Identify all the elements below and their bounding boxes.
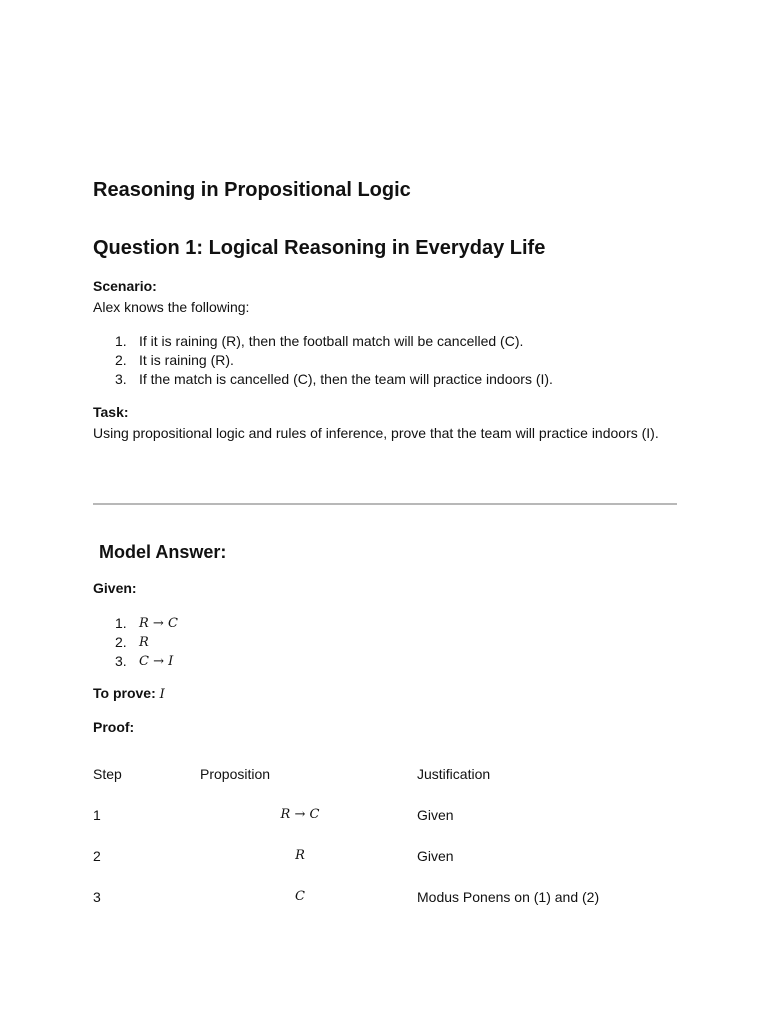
proof-label: Proof:: [93, 719, 135, 735]
given-expression: C → I: [139, 654, 174, 669]
row-proposition: R → C: [280, 807, 320, 822]
given-expression: R → C: [139, 616, 178, 631]
list-item-number: 1.: [115, 333, 127, 349]
row-step: 3: [93, 889, 101, 905]
scenario-list: [115, 332, 553, 389]
row-proposition: R: [295, 848, 305, 863]
list-item-text: If the match is cancelled (C), then the team will practice indoors (I).: [139, 371, 553, 387]
list-item-number: 1.: [115, 615, 127, 631]
header-step: Step: [93, 766, 122, 782]
row-step: 1: [93, 807, 101, 823]
to-prove: [93, 685, 165, 702]
row-justification: Given: [417, 807, 454, 823]
table-row: [93, 807, 677, 848]
given-list: [115, 614, 178, 671]
to-prove-expression: I: [159, 687, 165, 702]
list-item-number: 2.: [115, 352, 127, 368]
given-label: Given:: [93, 580, 137, 596]
task-label: Task:: [93, 404, 129, 420]
list-item: [115, 370, 553, 389]
question-heading: Question 1: Logical Reasoning in Everyday Life: [93, 237, 546, 259]
list-item-number: 3.: [115, 653, 127, 669]
row-justification: Modus Ponens on (1) and (2): [417, 889, 600, 905]
list-item: [115, 332, 553, 351]
scenario-label: Scenario:: [93, 278, 157, 294]
proof-table: [93, 766, 677, 930]
section-divider: [93, 503, 677, 505]
header-justification: Justification: [417, 766, 491, 782]
table-row: [93, 848, 677, 889]
given-expression: R: [139, 635, 149, 650]
scenario-intro: Alex knows the following:: [93, 299, 250, 315]
list-item-number: 3.: [115, 371, 127, 387]
list-item-text: It is raining (R).: [139, 352, 234, 368]
row-justification: Given: [417, 848, 454, 864]
list-item: [115, 652, 178, 671]
model-answer-heading: Model Answer:: [99, 542, 227, 562]
row-step: 2: [93, 848, 101, 864]
list-item: [115, 351, 553, 370]
list-item-text: If it is raining (R), then the football match will be cancelled (C).: [139, 333, 524, 349]
table-header-row: [93, 766, 677, 807]
row-proposition: C: [295, 889, 305, 904]
task-text: Using propositional logic and rules of inference, prove that the team will practice indoors (I).: [93, 425, 659, 441]
table-row: [93, 889, 677, 930]
list-item-number: 2.: [115, 634, 127, 650]
list-item: [115, 633, 178, 652]
header-proposition: Proposition: [200, 766, 271, 782]
document-title: Reasoning in Propositional Logic: [93, 179, 411, 201]
to-prove-label: To prove:: [93, 685, 156, 701]
list-item: [115, 614, 178, 633]
